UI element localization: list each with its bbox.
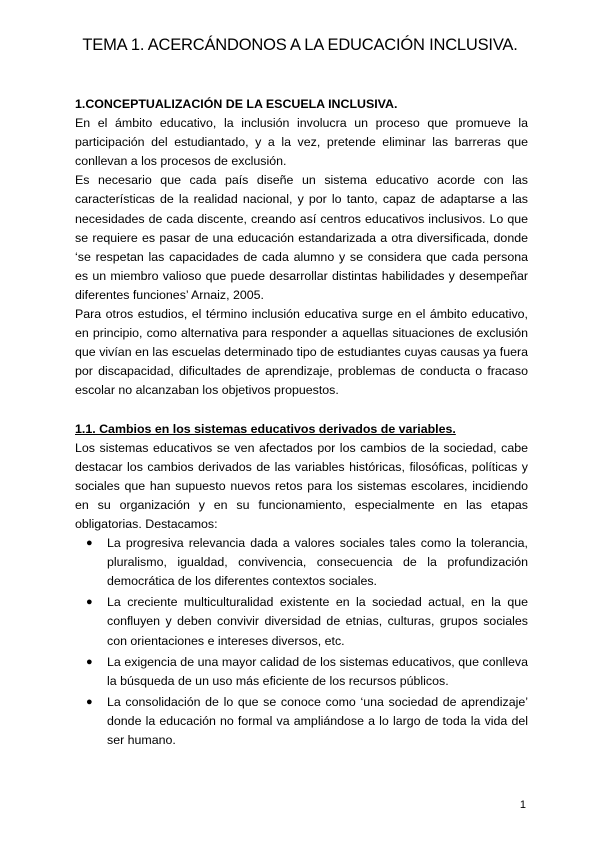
page-number: 1 [519, 799, 526, 811]
changes-list [75, 534, 528, 750]
list-item-text: La progresiva relevancia dada a valores sociales tales como la tolerancia, pluralismo, igualdad, convivencia, consecuencia de la profundización democrática de los diferentes contextos sociales. [107, 536, 528, 589]
bullet-icon: ● [86, 596, 93, 609]
section-1-paragraph-1: En el ámbito educativo, la inclusión involucra un proceso que promueve la participación del estudiantado, y a la vez, pretende eliminar las barreras que conllevan a los procesos de exclusión. [75, 116, 528, 169]
document-body [75, 95, 528, 752]
document-title: TEMA 1. ACERCÁNDONOS A LA EDUCACIÓN INCLUSIVA. [82, 36, 518, 54]
list-item-text: La consolidación de lo que se conoce como ‘una sociedad de aprendizaje’ donde la educación no formal va ampliándose a lo largo de toda la vida del ser humano. [107, 694, 528, 747]
bullet-icon: ● [86, 695, 93, 708]
list-item [86, 534, 528, 591]
section-1-1-heading: 1.1. Cambios en los sistemas educativos derivados de variables. [75, 421, 456, 436]
list-item-text: La creciente multiculturalidad existente en la sociedad actual, en la que confluyen y deben convivir diversidad de etnias, culturas, grupos sociales con orientaciones e intereses diversos, etc. [107, 595, 528, 648]
bullet-icon: ● [86, 655, 93, 668]
list-item [86, 593, 528, 650]
list-item [86, 653, 528, 691]
bullet-icon: ● [86, 537, 93, 550]
section-1-paragraph-2: Es necesario que cada país diseñe un sistema educativo acorde con las características de la realidad nacional, y por lo tanto, capaz de adaptarse a las necesidades de cada discente, creando así centros educativos inclusivos. Lo que se requiere es pasar de una educación estandarizada a otra diversificada, donde ‘se respetan las capacidades de cada alumno y se considera que cada persona es un miembro valioso que puede desarrollar distintas habilidades y desempeñar diferentes funciones’ Arnaiz, 2005. [75, 173, 528, 302]
list-item [86, 693, 528, 750]
section-1-paragraph-3: Para otros estudios, el término inclusión educativa surge en el ámbito educativo, en principio, como alternativa para responder a aquellas situaciones de exclusión que vivían en las escuelas determinado tipo de estudiantes cuyas causas ya fuera por discapacidad, dificultades de aprendizaje, problemas de conducta o fracaso escolar no alcanzaban los objetivos propuestos. [75, 307, 528, 398]
section-1-heading: 1.CONCEPTUALIZACIÓN DE LA ESCUELA INCLUSIVA. [75, 97, 398, 111]
section-spacer [75, 401, 528, 420]
list-item-text: La exigencia de una mayor calidad de los sistemas educativos, que conlleva la búsqueda de un uso más eficiente de los recursos públicos. [107, 654, 528, 688]
section-1-1-intro: Los sistemas educativos se ven afectados por los cambios de la sociedad, cabe destacar los cambios derivados de las variables históricas, filosóficas, políticas y sociales que han supuesto nuevos retos para los sistemas escolares, incidiendo en su organización y en su funcionamiento, especialmente en las etapas obligatorias. Destacamos: [75, 440, 528, 531]
